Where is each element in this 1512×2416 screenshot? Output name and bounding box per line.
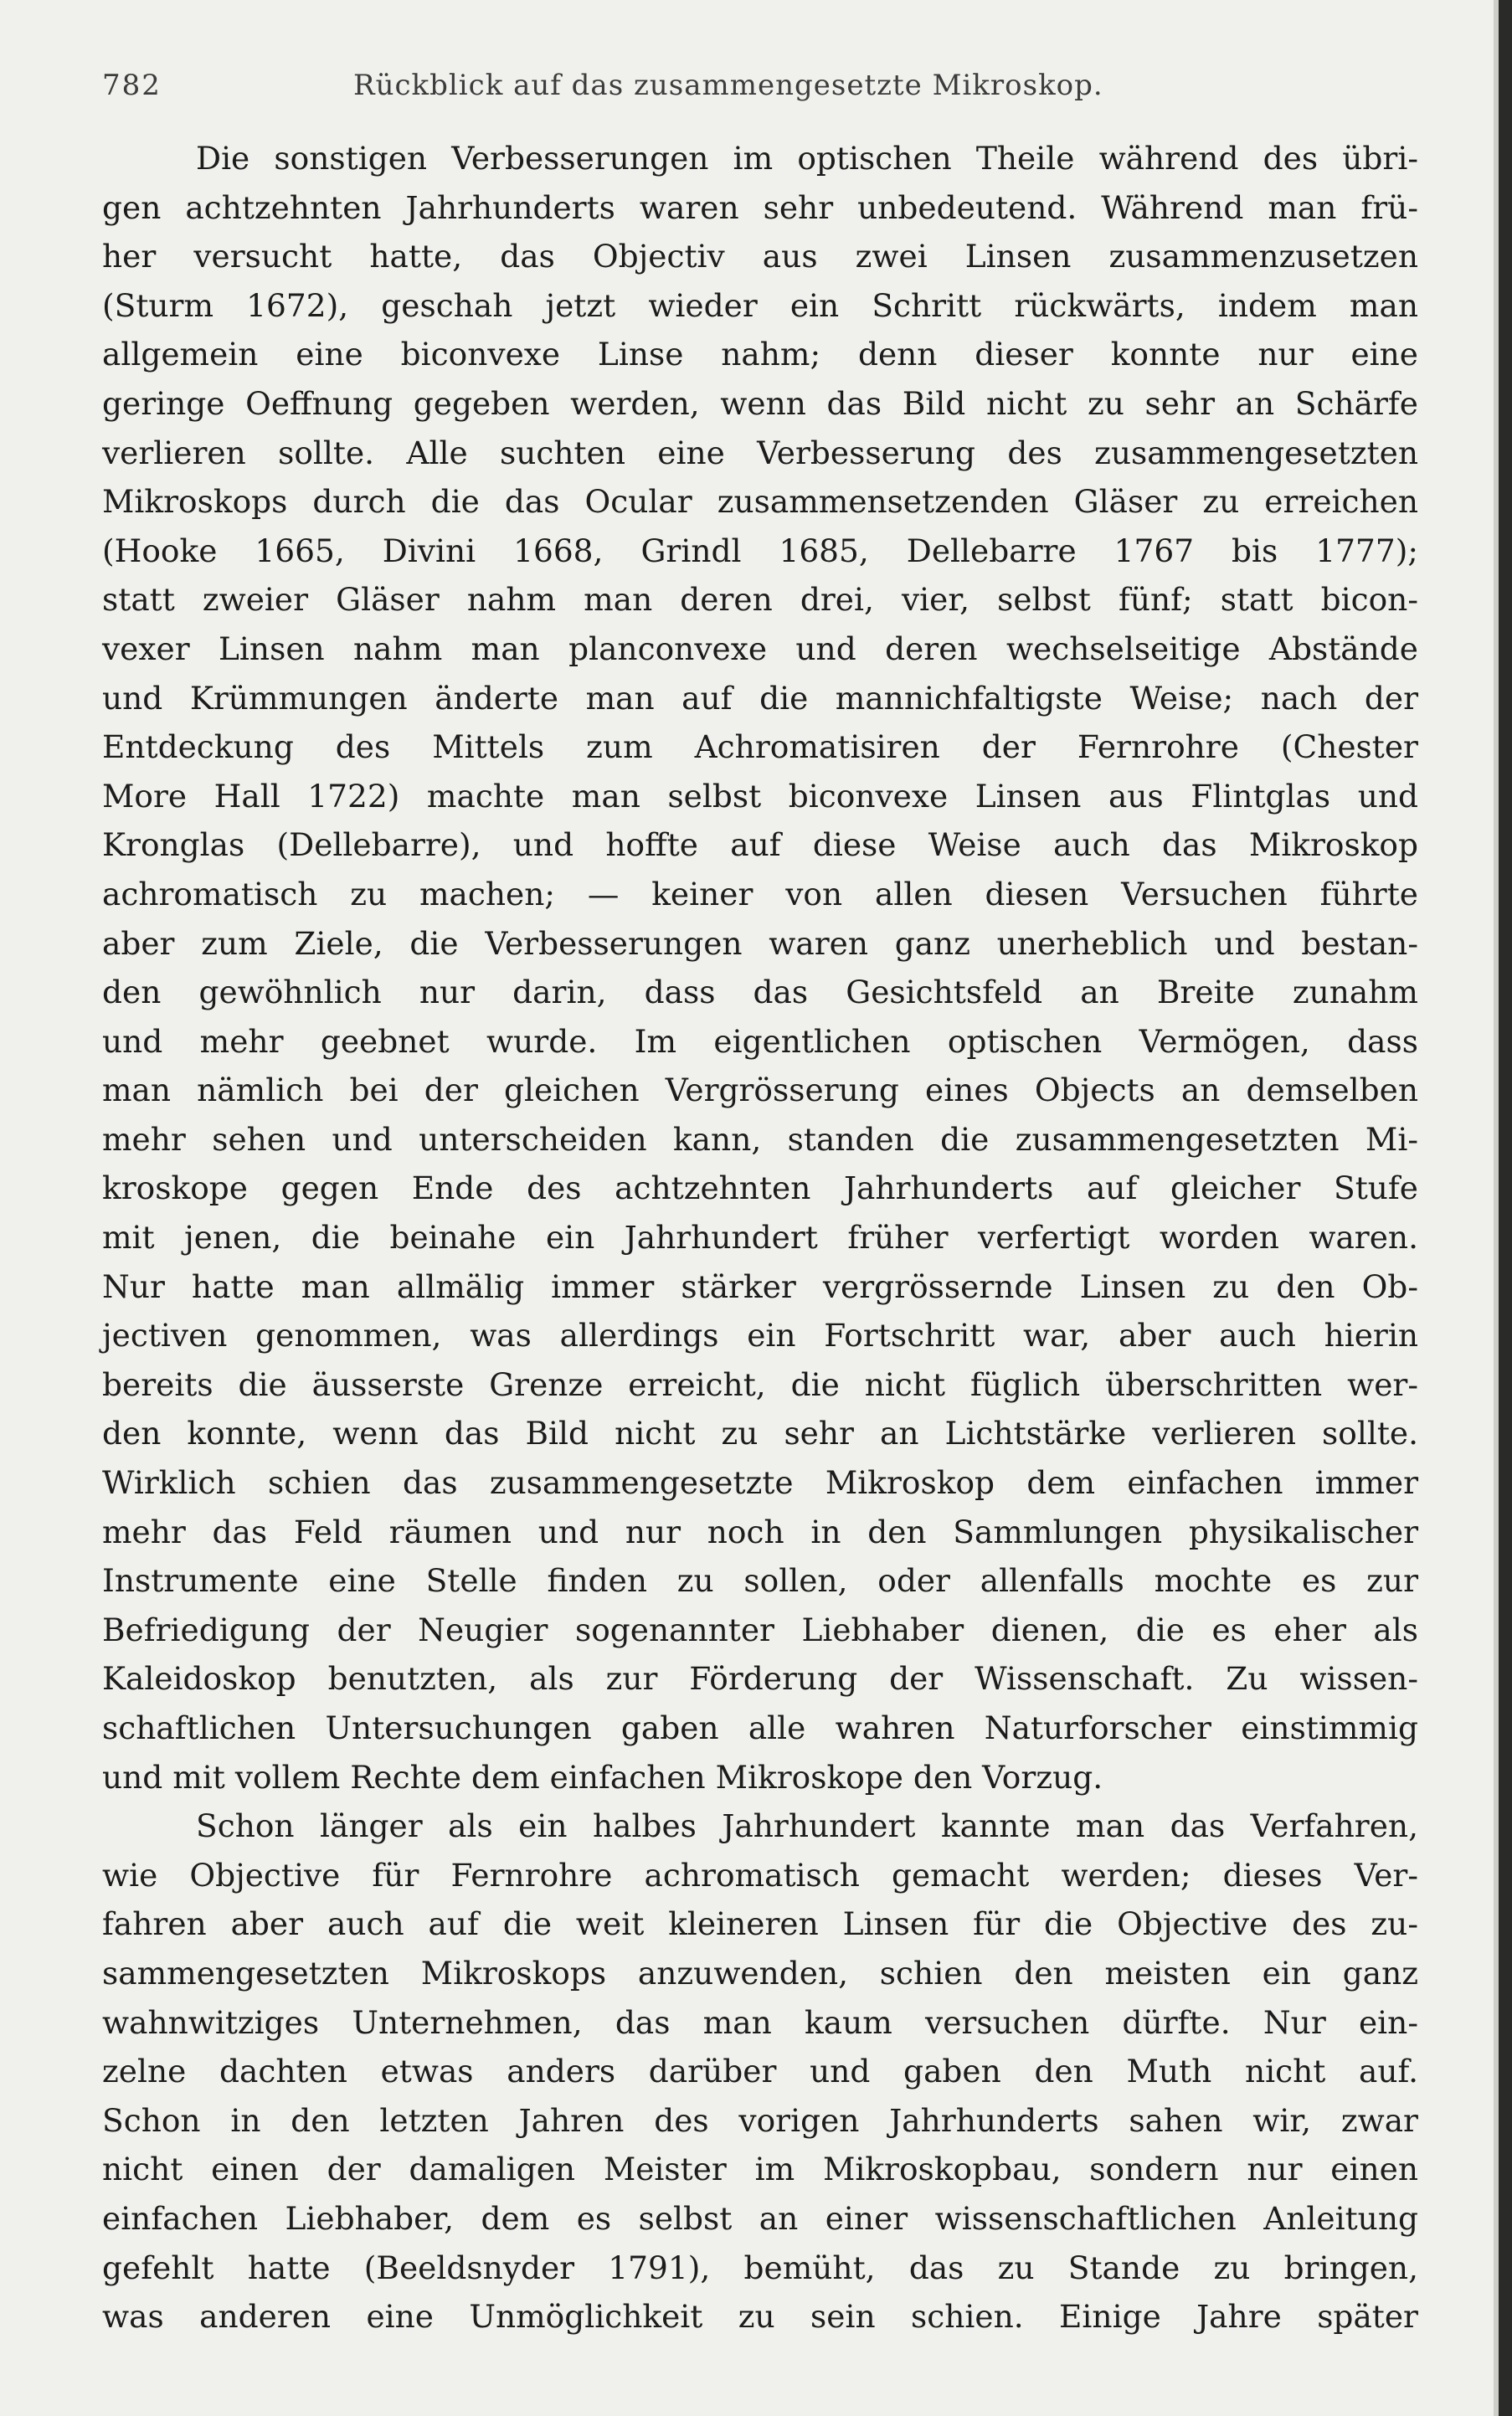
text-line: zelne dachten etwas anders darüber und gaben den Muth nicht auf.	[102, 2053, 1418, 2090]
body-text	[102, 134, 1418, 2341]
text-line: Schon in den letzten Jahren des vorigen Jahrhunderts sahen wir, zwar	[102, 2101, 1418, 2139]
text-line: und mehr geebnet wurde. Im eigentlichen optischen Vermögen, dass	[102, 1022, 1418, 1060]
text-line: Schon länger als ein halbes Jahrhundert kannte man das Verfahren,	[196, 1807, 1418, 1845]
text-line: fahren aber auch auf die weit kleineren Linsen für die Objective des zu-	[102, 1905, 1418, 1943]
text-line: allgemein eine biconvexe Linse nahm; denn dieser konnte nur eine	[102, 336, 1418, 373]
text-line: man nämlich bei der gleichen Vergrösserung eines Objects an demselben	[102, 1072, 1418, 1109]
text-line: Entdeckung des Mittels zum Achromatisiren der Fernrohre (Chester	[102, 728, 1418, 766]
text-line: aber zum Ziele, die Verbesserungen waren ganz unerheblich und bestan-	[102, 924, 1418, 962]
text-line: mehr sehen und unterscheiden kann, standen die zusammengesetzten Mi-	[102, 1120, 1418, 1158]
text-line: nicht einen der damaligen Meister im Mikroskopbau, sondern nur einen	[102, 2151, 1418, 2188]
page-number: 782	[102, 69, 162, 102]
text-line: bereits die äusserste Grenze erreicht, die nicht füglich überschritten wer-	[102, 1365, 1418, 1403]
text-line: her versucht hatte, das Objectiv aus zwei Linsen zusammenzusetzen	[102, 238, 1418, 275]
text-line: Befriedigung der Neugier sogenannter Liebhaber dienen, die es eher als	[102, 1611, 1418, 1648]
text-line: was anderen eine Unmöglichkeit zu sein schien. Einige Jahre später	[102, 2298, 1418, 2336]
text-line: kroskope gegen Ende des achtzehnten Jahrhunderts auf gleicher Stufe	[102, 1169, 1418, 1207]
text-line: und mit vollem Rechte dem einfachen Mikroskope den Vorzug.	[102, 1758, 1103, 1796]
text-line: schaftlichen Untersuchungen gaben alle wahren Naturforscher einstimmig	[102, 1709, 1418, 1746]
text-line: den konnte, wenn das Bild nicht zu sehr an Lichtstärke verlieren sollte.	[102, 1415, 1418, 1452]
text-line: More Hall 1722) machte man selbst biconvexe Linsen aus Flintglas und	[102, 777, 1418, 815]
text-line: und Krümmungen änderte man auf die mannichfaltigste Weise; nach der	[102, 679, 1418, 717]
text-line: vexer Linsen nahm man planconvexe und deren wechselseitige Abstände	[102, 630, 1418, 667]
text-line: Wirklich schien das zusammengesetzte Mikroskop dem einfachen immer	[102, 1464, 1418, 1502]
text-line: einfachen Liebhaber, dem es selbst an einer wissenschaftlichen Anleitung	[102, 2199, 1418, 2237]
text-line: verlieren sollte. Alle suchten eine Verbesserung des zusammengesetzten	[102, 434, 1418, 471]
text-line: gen achtzehnten Jahrhunderts waren sehr unbedeutend. Während man frü-	[102, 188, 1418, 226]
text-line: sammengesetzten Mikroskops anzuwenden, schien den meisten ein ganz	[102, 1954, 1418, 1992]
text-line: Nur hatte man allmälig immer stärker vergrössernde Linsen zu den Ob-	[102, 1267, 1418, 1305]
text-line: Kronglas (Dellebarre), und hoffte auf diese Weise auch das Mikroskop	[102, 826, 1418, 864]
text-line: gefehlt hatte (Beeldsnyder 1791), bemüht, das zu Stande zu bringen,	[102, 2249, 1418, 2286]
text-line: Instrumente eine Stelle finden zu sollen, oder allenfalls mochte es zur	[102, 1562, 1418, 1600]
text-line: wie Objective für Fernrohre achromatisch gemacht werden; dieses Ver-	[102, 1856, 1418, 1894]
text-line: mit jenen, die beinahe ein Jahrhundert früher verfertigt worden waren.	[102, 1219, 1418, 1257]
text-line: (Sturm 1672), geschah jetzt wieder ein Schritt rückwärts, indem man	[102, 286, 1418, 324]
text-line: achromatisch zu machen; — keiner von allen diesen Versuchen führte	[102, 875, 1418, 912]
text-line: den gewöhnlich nur darin, dass das Gesichtsfeld an Breite zunahm	[102, 974, 1418, 1011]
text-line: Die sonstigen Verbesserungen im optischen Theile während des übri-	[196, 140, 1418, 177]
text-line: jectiven genommen, was allerdings ein Fortschritt war, aber auch hierin	[102, 1317, 1418, 1355]
text-line: statt zweier Gläser nahm man deren drei, vier, selbst fünf; statt bicon-	[102, 581, 1418, 619]
text-line: (Hooke 1665, Divini 1668, Grindl 1685, Dellebarre 1767 bis 1777);	[102, 532, 1418, 569]
text-line: geringe Oeffnung gegeben werden, wenn das Bild nicht zu sehr an Schärfe	[102, 384, 1418, 422]
text-line: mehr das Feld räumen und nur noch in den Sammlungen physikalischer	[102, 1513, 1418, 1550]
page-header	[102, 69, 1417, 119]
text-line: Kaleidoskop benutzten, als zur Förderung der Wissenschaft. Zu wissen-	[102, 1660, 1418, 1698]
text-line: Mikroskops durch die das Ocular zusammensetzenden Gläser zu erreichen	[102, 483, 1418, 521]
book-edge	[1499, 0, 1512, 2416]
text-line: wahnwitziges Unternehmen, das man kaum versuchen dürfte. Nur ein-	[102, 2003, 1418, 2041]
running-head: Rückblick auf das zusammengesetzte Mikroskop.	[353, 69, 1103, 102]
